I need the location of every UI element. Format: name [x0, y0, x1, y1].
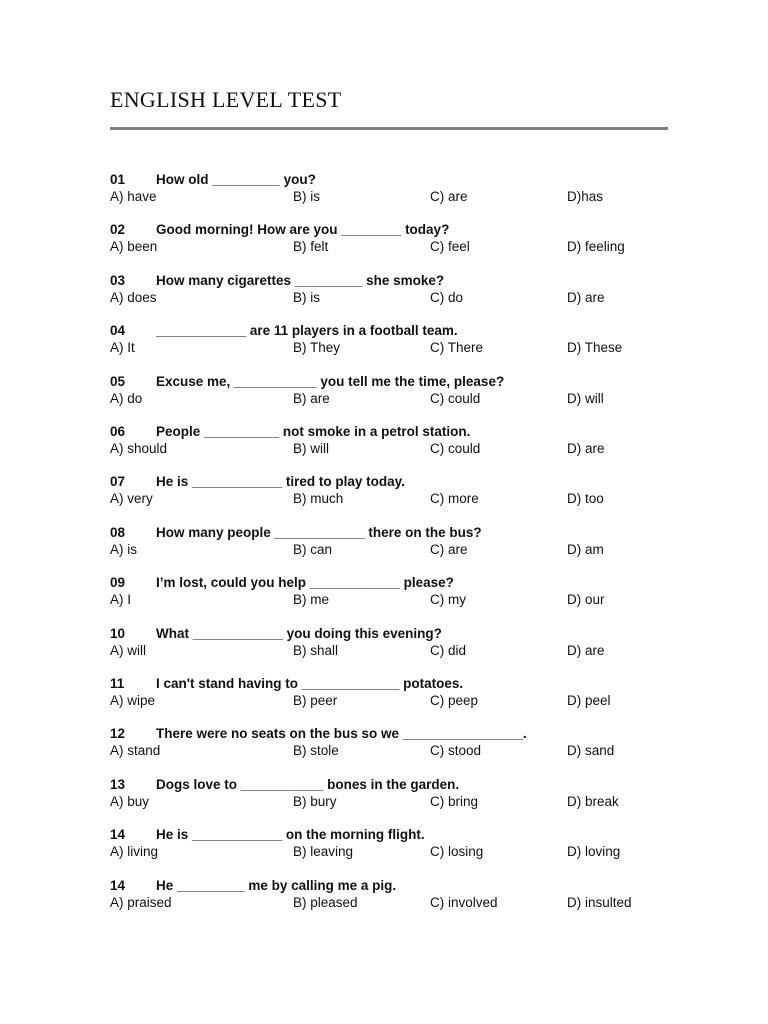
option-b: B) stole [293, 743, 339, 758]
option-a: A) do [110, 391, 143, 406]
option-b: B) leaving [293, 844, 354, 859]
option-a: A) stand [110, 743, 161, 758]
question-number: 14 [110, 878, 126, 893]
option-c: C) There [430, 340, 484, 355]
option-a: A) I [110, 592, 132, 607]
option-d: D) are [567, 441, 605, 456]
question-text: What ____________ you doing this evening? [156, 626, 442, 641]
question-number: 11 [110, 676, 125, 691]
question-text: Good morning! How are you ________ today? [156, 222, 450, 237]
option-b: B) They [293, 340, 341, 355]
page-title: ENGLISH LEVEL TEST [110, 87, 342, 112]
option-c: C) bring [430, 794, 479, 809]
question-number: 05 [110, 374, 126, 389]
question-number: 01 [110, 172, 126, 187]
question-number: 13 [110, 777, 126, 792]
option-a: A) is [110, 542, 137, 557]
question-number: 14 [110, 827, 126, 842]
question-text: I can't stand having to _____________ potatoes. [156, 676, 464, 691]
option-b: B) peer [293, 693, 338, 708]
question-text: There were no seats on the bus so we ________________. [156, 726, 527, 741]
question-number: 09 [110, 575, 126, 590]
option-c: C) losing [430, 844, 484, 859]
option-d: D) our [567, 592, 605, 607]
question-text: Excuse me, ___________ you tell me the time, please? [156, 374, 505, 389]
option-c: C) more [430, 491, 479, 506]
question-number: 02 [110, 222, 126, 237]
question-item [110, 776, 670, 810]
option-b: B) felt [293, 239, 329, 254]
option-d: D) insulted [567, 895, 632, 910]
question-text: How many people ____________ there on the bus? [156, 525, 482, 540]
option-b: B) will [293, 441, 329, 456]
option-c: C) stood [430, 743, 482, 758]
option-c: C) feel [430, 239, 470, 254]
option-b: B) me [293, 592, 330, 607]
option-d: D) These [567, 340, 623, 355]
question-number: 06 [110, 424, 126, 439]
option-c: C) could [430, 441, 481, 456]
option-c: C) involved [430, 895, 498, 910]
option-d: D) are [567, 643, 605, 658]
question-item [110, 473, 670, 507]
question-item [110, 524, 670, 558]
question-text: He is ____________ on the morning flight. [156, 827, 425, 842]
question-item [110, 322, 670, 356]
option-a: A) It [110, 340, 135, 355]
option-a: A) have [110, 189, 157, 204]
question-item [110, 423, 670, 457]
option-a: A) been [110, 239, 158, 254]
question-item [110, 221, 670, 255]
question-text: How many cigarettes _________ she smoke? [156, 273, 445, 288]
option-c: C) do [430, 290, 464, 305]
question-number: 07 [110, 474, 126, 489]
question-text: Dogs love to ___________ bones in the garden. [156, 777, 460, 792]
option-b: B) is [293, 189, 320, 204]
question-item [110, 675, 670, 709]
option-a: A) very [110, 491, 153, 506]
question-number: 03 [110, 273, 126, 288]
question-item [110, 877, 670, 911]
question-text: How old _________ you? [156, 172, 316, 187]
title-divider [110, 127, 668, 130]
option-c: C) could [430, 391, 481, 406]
question-number: 10 [110, 626, 126, 641]
question-text: He is ____________ tired to play today. [156, 474, 405, 489]
question-item [110, 826, 670, 860]
option-d: D) feeling [567, 239, 625, 254]
option-c: C) peep [430, 693, 479, 708]
question-number: 12 [110, 726, 126, 741]
option-d: D) break [567, 794, 619, 809]
option-d: D)has [567, 189, 604, 204]
option-d: D) am [567, 542, 604, 557]
option-b: B) bury [293, 794, 337, 809]
question-item [110, 272, 670, 306]
question-item [110, 171, 670, 205]
option-a: A) praised [110, 895, 172, 910]
option-d: D) will [567, 391, 604, 406]
option-a: A) should [110, 441, 168, 456]
option-b: B) shall [293, 643, 339, 658]
question-text: People __________ not smoke in a petrol station. [156, 424, 471, 439]
option-c: C) my [430, 592, 466, 607]
option-a: A) does [110, 290, 157, 305]
option-c: C) are [430, 542, 468, 557]
option-b: B) are [293, 391, 330, 406]
option-d: D) too [567, 491, 604, 506]
question-item [110, 574, 670, 608]
option-b: B) is [293, 290, 320, 305]
option-d: D) loving [567, 844, 621, 859]
question-item [110, 373, 670, 407]
option-d: D) sand [567, 743, 615, 758]
question-number: 04 [110, 323, 126, 338]
option-d: D) peel [567, 693, 611, 708]
question-item [110, 625, 670, 659]
option-c: C) did [430, 643, 467, 658]
question-text: He _________ me by calling me a pig. [156, 878, 397, 893]
option-b: B) pleased [293, 895, 358, 910]
question-number: 08 [110, 525, 126, 540]
option-a: A) will [110, 643, 146, 658]
option-b: B) much [293, 491, 344, 506]
option-a: A) living [110, 844, 159, 859]
option-b: B) can [293, 542, 333, 557]
option-a: A) buy [110, 794, 150, 809]
question-text: ____________ are 11 players in a football team. [156, 323, 458, 338]
question-text: I’m lost, could you help ____________ please? [156, 575, 454, 590]
option-a: A) wipe [110, 693, 156, 708]
question-item [110, 725, 670, 759]
option-d: D) are [567, 290, 605, 305]
option-c: C) are [430, 189, 468, 204]
